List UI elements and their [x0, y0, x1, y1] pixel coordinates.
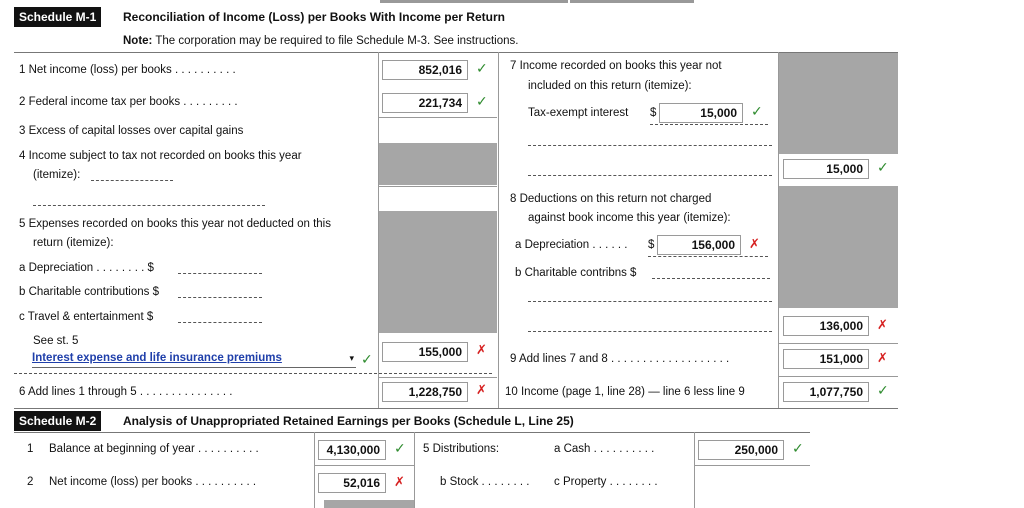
line8a-underline: [648, 256, 768, 257]
line9-x-icon: ✗: [877, 350, 888, 365]
line7-label: 7 Income recorded on books this year not: [510, 60, 722, 72]
top-tab-left: [380, 0, 568, 3]
line7-entry[interactable]: [528, 145, 772, 146]
m2-line2-x-icon: ✗: [394, 474, 405, 489]
m2-line5a-label: a Cash . . . . . . . . . .: [554, 443, 655, 455]
line1-amount[interactable]: 852,016: [382, 60, 468, 80]
top-tab-right: [570, 0, 694, 3]
schedule-m1-note: [123, 35, 518, 47]
line8-label2: against book income this year (itemize):: [528, 212, 731, 224]
line2-check-icon: ✓: [476, 93, 488, 109]
tax-exempt-amount[interactable]: 15,000: [659, 103, 743, 123]
line5b-label: b Charitable contributions $: [19, 286, 159, 298]
line8a-x-icon: ✗: [749, 236, 760, 251]
line5a-label: a Depreciation . . . . . . . . $: [19, 262, 154, 274]
line4-entry2[interactable]: [33, 196, 265, 206]
m2-line1-num: 1: [27, 443, 34, 455]
line10-amount[interactable]: 1,077,750: [783, 382, 869, 402]
schedule-m2-title: Analysis of Unappropriated Retained Earnings per Books (Schedule L, Line 25): [123, 414, 574, 428]
line8-amount[interactable]: 136,000: [783, 316, 869, 336]
m2-line1-label: Balance at beginning of year . . . . . . . . . .: [49, 443, 259, 455]
line10-check-icon: ✓: [877, 382, 889, 398]
line5c-entry[interactable]: [178, 313, 262, 323]
line5-separator: [14, 372, 492, 374]
note-label: Note:: [123, 35, 153, 47]
line4-label: 4 Income subject to tax not recorded on books this year: [19, 150, 302, 162]
line6-amount[interactable]: 1,228,750: [382, 382, 468, 402]
m2-gray-cell: [324, 500, 414, 508]
line5-select-check-icon: ✓: [361, 351, 373, 367]
line7-entry2[interactable]: [528, 175, 772, 176]
line8b-entry[interactable]: [652, 271, 770, 279]
line10-label: 10 Income (page 1, line 28) — line 6 less line 9: [505, 386, 745, 398]
line9-amount[interactable]: 151,000: [783, 349, 869, 369]
chevron-down-icon: ▾: [349, 353, 354, 363]
line1-label: 1 Net income (loss) per books . . . . . . . . . .: [19, 64, 236, 76]
line5-amount[interactable]: 155,000: [382, 342, 468, 362]
m2-line5-label: 5 Distributions:: [423, 443, 500, 455]
schedule-m1-label: Schedule M-1: [14, 7, 101, 27]
line1-check-icon: ✓: [476, 60, 488, 76]
schedule-m1-title: Reconciliation of Income (Loss) per Books With Income per Return: [123, 10, 505, 24]
line5-x-icon: ✗: [476, 342, 487, 357]
line5c-label: c Travel & entertainment $: [19, 311, 154, 323]
line2-label: 2 Federal income tax per books . . . . . . . . .: [19, 96, 238, 108]
m2-line1-amount[interactable]: 4,130,000: [318, 440, 386, 460]
line7-gray-cell: [779, 53, 898, 154]
line5-select-value: Interest expense and life insurance premiums: [32, 352, 282, 364]
line5-expense-select[interactable]: [32, 352, 356, 368]
line8-gray-cell: [779, 186, 898, 308]
line7-amount[interactable]: 15,000: [783, 159, 869, 179]
tax-exempt-check-icon: ✓: [751, 103, 763, 119]
line9-label: 9 Add lines 7 and 8 . . . . . . . . . . . . . . . . . . .: [510, 353, 730, 365]
line8-entry[interactable]: [528, 301, 772, 302]
m2-line2-num: 2: [27, 476, 34, 488]
m2-line1-check-icon: ✓: [394, 440, 406, 456]
m2-line5a-amount[interactable]: 250,000: [698, 440, 784, 460]
line5-label: 5 Expenses recorded on books this year not deducted on this: [19, 218, 331, 230]
line5b-entry[interactable]: [178, 288, 262, 298]
line8-entry2[interactable]: [528, 331, 772, 332]
line4-label2: (itemize):: [33, 169, 81, 181]
line8a-label: a Depreciation . . . . . .: [515, 239, 628, 251]
note-text: The corporation may be required to file Schedule M-3. See instructions.: [155, 35, 519, 47]
m2-line5c-label: c Property . . . . . . . .: [554, 476, 658, 488]
line5-gray-cell: [379, 211, 497, 333]
tax-exempt-dollar: $: [650, 107, 657, 119]
line5-label2: return (itemize):: [33, 237, 114, 249]
line8-label: 8 Deductions on this return not charged: [510, 193, 712, 205]
m2-line5b-label: b Stock . . . . . . . .: [440, 476, 530, 488]
tax-exempt-label: Tax-exempt interest: [528, 107, 629, 119]
line4-gray-cell: [379, 143, 497, 185]
line7-label2: included on this return (itemize):: [528, 80, 692, 92]
tax-exempt-underline: [650, 124, 768, 125]
line8-x-icon: ✗: [877, 317, 888, 332]
line8b-label: b Charitable contribns $: [515, 267, 637, 279]
schedule-m2-label: Schedule M-2: [14, 411, 101, 431]
line8a-amount[interactable]: 156,000: [657, 235, 741, 255]
m2-line2-label: Net income (loss) per books . . . . . . . . . .: [49, 476, 257, 488]
line6-x-icon: ✗: [476, 382, 487, 397]
line3-label: 3 Excess of capital losses over capital gains: [19, 125, 244, 137]
line2-amount[interactable]: 221,734: [382, 93, 468, 113]
line6-label: 6 Add lines 1 through 5 . . . . . . . . . . . . . . .: [19, 386, 233, 398]
line5-see-label: See st. 5: [33, 335, 79, 347]
m2-line2-amount[interactable]: 52,016: [318, 473, 386, 493]
line8a-dollar: $: [648, 239, 655, 251]
line7-check-icon: ✓: [877, 159, 889, 175]
m2-line5a-check-icon: ✓: [792, 440, 804, 456]
line4-entry[interactable]: [91, 171, 173, 181]
line5a-entry[interactable]: [178, 264, 262, 274]
